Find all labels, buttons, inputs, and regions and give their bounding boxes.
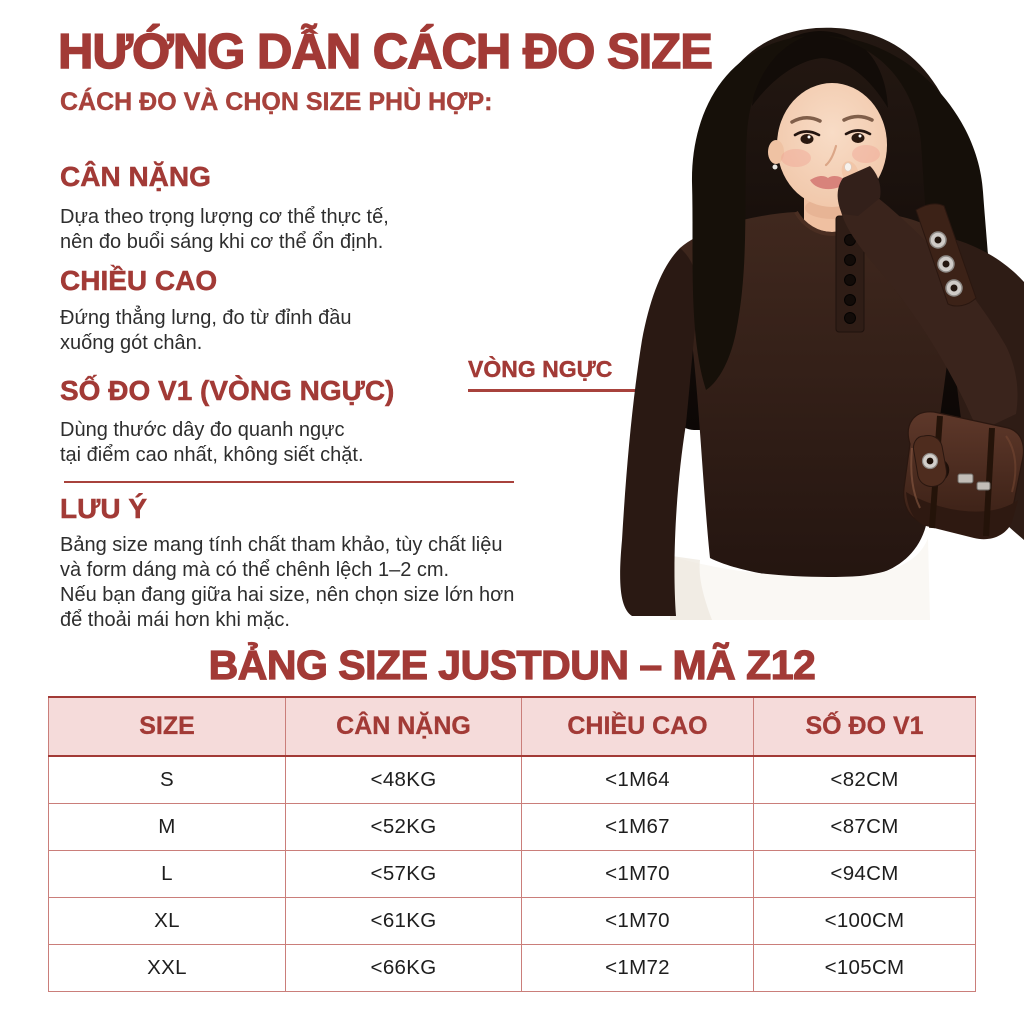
cell-weight: <48KG (286, 756, 522, 804)
table-header-row (49, 697, 976, 756)
section-heading-weight: CÂN NẶNG (60, 161, 211, 192)
section-body-note (60, 533, 514, 633)
section-divider-line (64, 481, 514, 483)
cell-size: L (49, 851, 286, 898)
section-body-weight (60, 205, 389, 255)
shoulder-bag (904, 412, 1024, 539)
eye-left (801, 134, 814, 144)
eye-right (852, 133, 865, 143)
cell-height: <1M67 (522, 804, 754, 851)
body-line: Dựa theo trọng lượng cơ thể thực tế, (60, 206, 389, 228)
body-line: để thoải mái hơn khi mặc. (60, 609, 290, 631)
body-line: và form dáng mà có thể chênh lệch 1–2 cm. (60, 559, 450, 581)
page-title: HƯỚNG DẪN CÁCH ĐO SIZE (58, 25, 712, 79)
cell-weight: <66KG (286, 945, 522, 992)
bust-callout-label: VÒNG NGỰC (468, 356, 613, 382)
size-table-title: BẢNG SIZE JUSTDUN – MÃ Z12 (208, 642, 816, 688)
cell-height: <1M64 (522, 756, 754, 804)
table-row (49, 804, 976, 851)
section-heading-bust: SỐ ĐO V1 (VÒNG NGỰC) (60, 375, 395, 406)
cell-bust: <82CM (754, 756, 976, 804)
cell-weight: <52KG (286, 804, 522, 851)
cell-size: XL (49, 898, 286, 945)
section-heading-note: LƯU Ý (60, 493, 148, 524)
table-row (49, 945, 976, 992)
blush-left (781, 149, 811, 167)
cell-height: <1M72 (522, 945, 754, 992)
section-body-bust (60, 418, 364, 468)
section-heading-height: CHIỀU CAO (60, 265, 218, 296)
size-table (48, 696, 976, 992)
cell-bust: <94CM (754, 851, 976, 898)
column-header-bust: SỐ ĐO V1 (754, 697, 976, 756)
model-photo (560, 0, 1024, 622)
table-row (49, 756, 976, 804)
body-line: Nếu bạn đang giữa hai size, nên chọn size lớn hơn (60, 584, 515, 606)
fingernail (845, 163, 852, 171)
cell-size: XXL (49, 945, 286, 992)
cell-size: M (49, 804, 286, 851)
cell-size: S (49, 756, 286, 804)
body-line: Bảng size mang tính chất tham khảo, tùy chất liệu (60, 534, 503, 556)
column-header-height: CHIỀU CAO (522, 697, 754, 756)
cell-bust: <87CM (754, 804, 976, 851)
cell-bust: <105CM (754, 945, 976, 992)
body-line: Đứng thẳng lưng, đo từ đỉnh đầu (60, 307, 352, 329)
cell-height: <1M70 (522, 851, 754, 898)
cell-bust: <100CM (754, 898, 976, 945)
body-line: nên đo buổi sáng khi cơ thể ổn định. (60, 231, 384, 253)
cell-weight: <57KG (286, 851, 522, 898)
body-line: tại điểm cao nhất, không siết chặt. (60, 444, 364, 466)
table-row (49, 851, 976, 898)
table-row (49, 898, 976, 945)
body-line: xuống gót chân. (60, 332, 203, 354)
blush-right (852, 145, 880, 163)
cell-height: <1M70 (522, 898, 754, 945)
page-subtitle: CÁCH ĐO VÀ CHỌN SIZE PHÙ HỢP: (60, 88, 493, 116)
earring (773, 165, 778, 170)
column-header-weight: CÂN NẶNG (286, 697, 522, 756)
body-line: Dùng thước dây đo quanh ngực (60, 419, 345, 441)
cell-weight: <61KG (286, 898, 522, 945)
column-header-size: SIZE (49, 697, 286, 756)
section-body-height (60, 306, 351, 356)
